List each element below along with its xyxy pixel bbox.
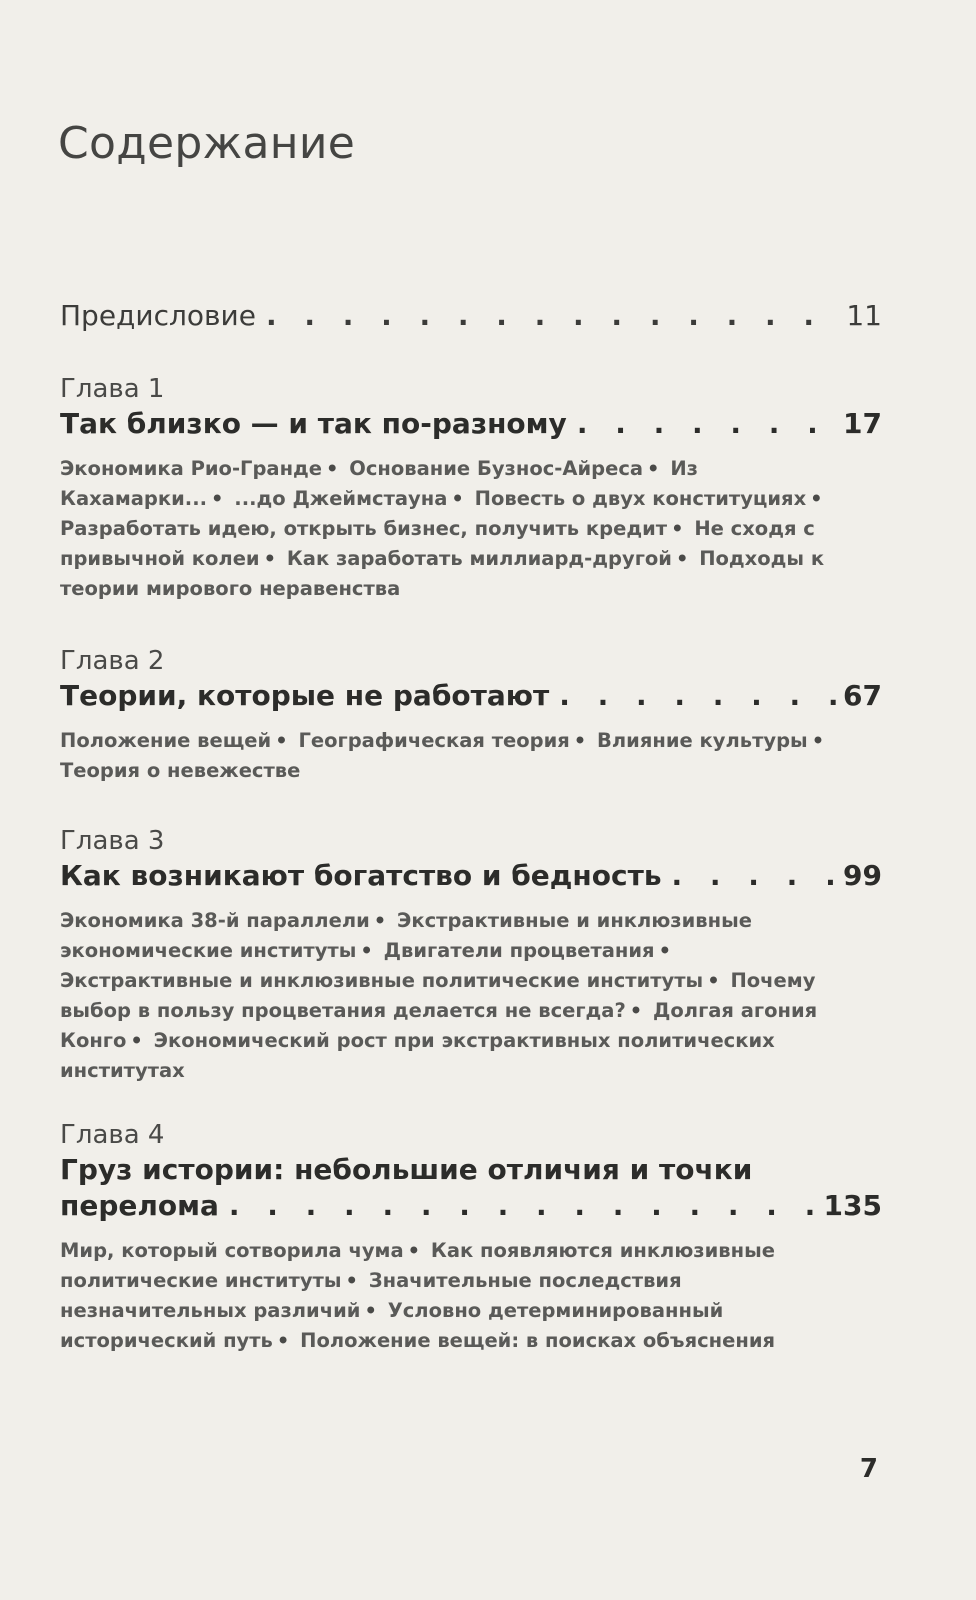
chapter-label: Глава 3 (60, 826, 165, 856)
chapter-heading: перелома (60, 1189, 219, 1222)
topic-item: Экстрактивные и инклюзивные политические институты (60, 969, 704, 992)
toc-entry-preface (60, 298, 882, 334)
chapter-label: Глава 4 (60, 1120, 165, 1150)
topic-item: Географическая теория (298, 729, 570, 752)
chapter-topics (60, 726, 850, 786)
topic-item: Мир, который сотворила чума (60, 1239, 404, 1262)
bullet-separator: • (130, 1029, 143, 1052)
bullet-separator: • (364, 1299, 377, 1322)
chapter-heading-line (60, 858, 882, 894)
topic-item: Двигатели процветания (383, 939, 655, 962)
topic-item: Экстрактивные и инклюзивные экономические институты (60, 909, 752, 962)
topic-item: Не сходя с привычной колеи (60, 517, 815, 570)
chapter-heading-line (60, 1188, 882, 1224)
bullet-separator: • (573, 729, 587, 752)
topic-item: Влияние культуры (597, 729, 808, 752)
bullet-separator: • (671, 517, 684, 540)
chapter-heading-line (60, 678, 882, 714)
chapter-topics (60, 906, 850, 1086)
topic-item: Подходы к теории мирового неравенства (60, 547, 825, 600)
toc-entry-chapter-3 (60, 824, 882, 1086)
topic-item: Экономика Рио-Гранде (60, 457, 323, 480)
toc-entry-chapter-4 (60, 1118, 882, 1356)
topic-item: Как заработать миллиард-другой (286, 547, 672, 570)
bullet-separator: • (707, 969, 720, 992)
topic-item: ...до Джеймстауна (234, 487, 448, 510)
bullet-separator: • (647, 457, 660, 480)
topic-item: Экономика 38-й параллели (60, 909, 370, 932)
bullet-separator: • (811, 729, 825, 752)
chapter-topics (60, 454, 850, 604)
preface-label: Предисловие (60, 299, 256, 332)
preface-page-number: 11 (846, 299, 882, 332)
dot-leader (672, 858, 840, 894)
topic-item: Разработать идею, открыть бизнес, получить кредит (60, 517, 668, 540)
bullet-separator: • (451, 487, 464, 510)
bullet-separator: • (326, 457, 339, 480)
chapter-page-number: 99 (843, 859, 882, 892)
chapter-heading: Как возникают богатство и бедность (60, 859, 662, 892)
chapter-page-number: 135 (823, 1189, 882, 1222)
topic-item: Положение вещей: в поисках объяснения (300, 1329, 776, 1352)
toc-entry-chapter-1 (60, 372, 882, 604)
bullet-separator: • (629, 999, 643, 1022)
topic-item: Повесть о двух конституциях (474, 487, 807, 510)
chapter-topics (60, 1236, 850, 1356)
bullet-separator: • (263, 547, 277, 570)
bullet-separator: • (810, 487, 823, 510)
bullet-separator: • (675, 547, 689, 570)
topic-item: Основание Бузнос-Айреса (349, 457, 644, 480)
topic-item: Теория о невежестве (60, 759, 301, 782)
topic-item: Долгая агония Конго (60, 999, 818, 1052)
dot-leader (559, 678, 839, 714)
bullet-separator: • (276, 1329, 290, 1352)
bullet-separator: • (407, 1239, 421, 1262)
topic-item: Почему выбор в пользу процветания делается не всегда? (60, 969, 816, 1022)
dot-leader (229, 1188, 820, 1224)
toc-entry-chapter-2 (60, 644, 882, 786)
chapter-page-number: 17 (843, 407, 882, 440)
topic-item: Условно детерминированный исторический путь (60, 1299, 724, 1352)
chapter-label: Глава 1 (60, 374, 165, 404)
topic-item: Значительные последствия незначительных различий (60, 1269, 682, 1322)
page-number: 7 (859, 1454, 878, 1484)
topic-item: Из Кахамарки... (60, 457, 698, 510)
bullet-separator: • (211, 487, 224, 510)
topic-item: Положение вещей (60, 729, 272, 752)
bullet-separator: • (360, 939, 373, 962)
chapter-label: Глава 2 (60, 646, 165, 676)
chapter-heading: Теории, которые не работают (60, 679, 550, 712)
preface-line (60, 298, 882, 334)
bullet-separator: • (373, 909, 387, 932)
chapter-page-number: 67 (843, 679, 882, 712)
page-title: Содержание (58, 118, 356, 169)
bullet-separator: • (658, 939, 672, 962)
topic-item: Как появляются инклюзивные политические институты (60, 1239, 775, 1292)
chapter-heading: Так близко — и так по-разному (60, 407, 567, 440)
chapter-heading-first-line: Груз истории: небольшие отличия и точки (60, 1153, 753, 1186)
bullet-separator: • (345, 1269, 358, 1292)
dot-leader (266, 298, 842, 334)
dot-leader (577, 406, 839, 442)
topic-item: Экономический рост при экстрактивных политических институтах (60, 1029, 775, 1082)
chapter-heading-line (60, 406, 882, 442)
bullet-separator: • (275, 729, 288, 752)
